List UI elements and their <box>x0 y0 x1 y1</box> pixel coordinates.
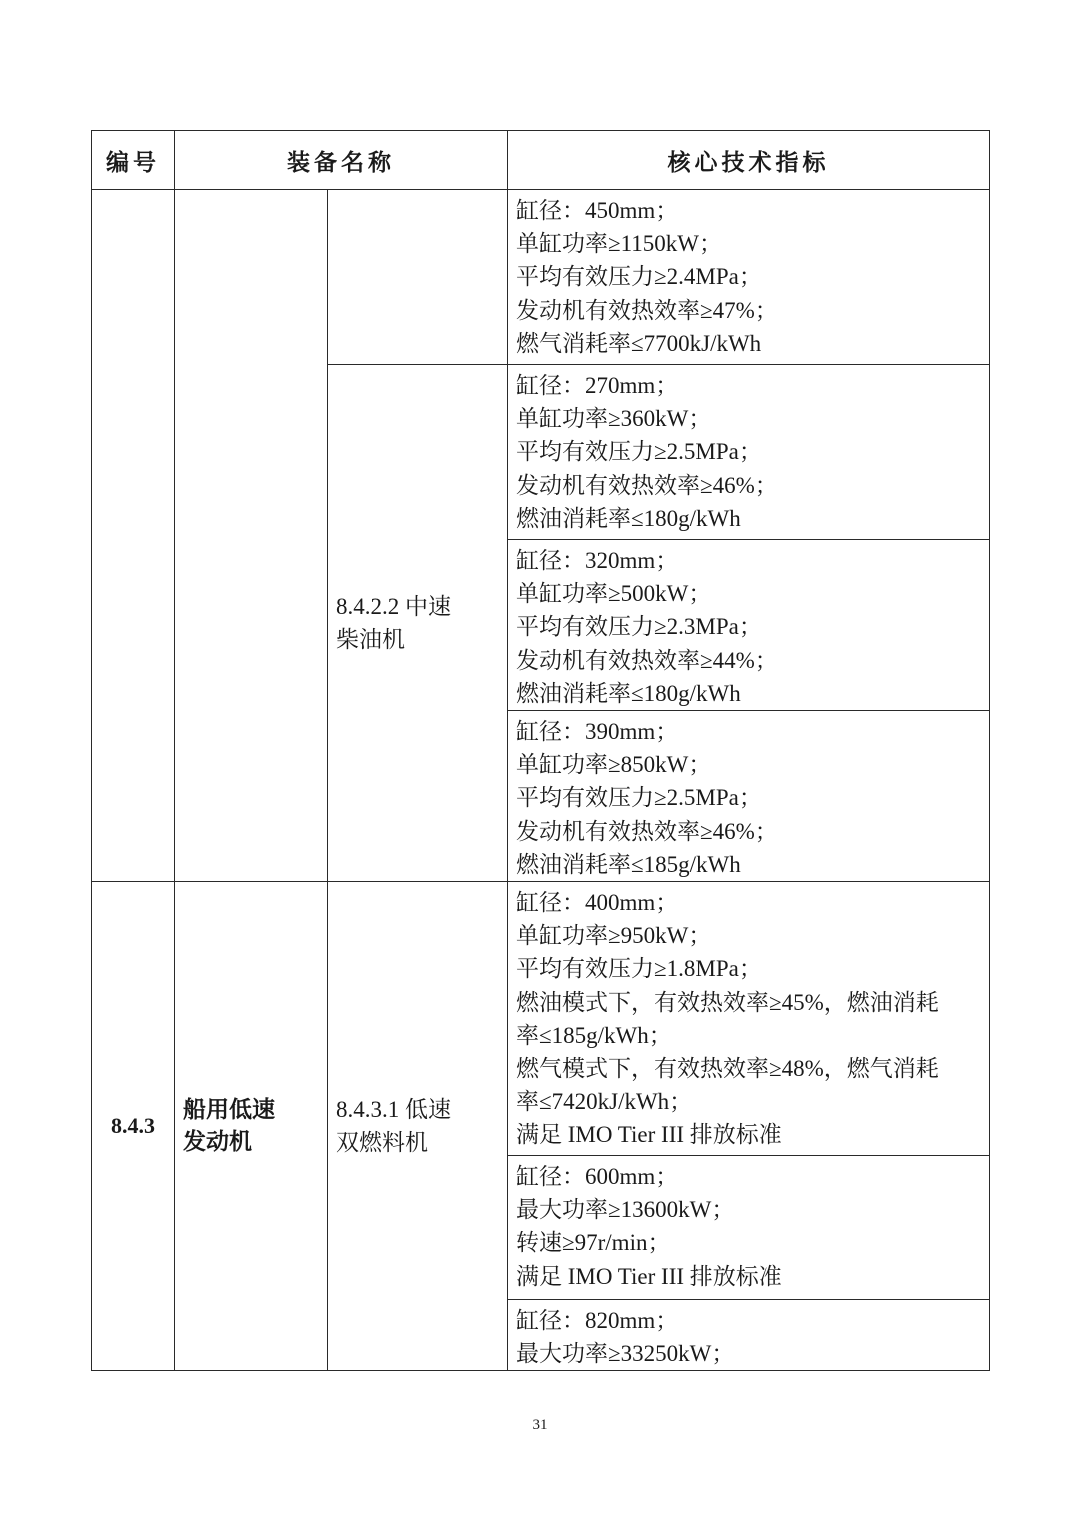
spec-line: 平均有效压力≥1.8MPa； <box>516 956 762 982</box>
spec-line: 率≤7420kJ/kWh； <box>516 1089 693 1115</box>
name-cell-8-4-3 <box>175 882 328 1371</box>
spec-line: 平均有效压力≥2.5MPa； <box>516 439 762 465</box>
subname-cell-continued <box>328 190 508 365</box>
spec-cell <box>508 1300 990 1371</box>
spec-line: 平均有效压力≥2.4MPa； <box>516 264 762 290</box>
spec-cell <box>508 1156 990 1300</box>
spec-line: 单缸功率≥1150kW； <box>516 231 722 257</box>
name-line: 发动机 <box>183 1129 252 1156</box>
spec-line: 单缸功率≥850kW； <box>516 752 712 778</box>
spec-line: 单缸功率≥950kW； <box>516 923 712 949</box>
spec-line: 最大功率≥33250kW； <box>516 1341 735 1367</box>
subname-line: 双燃料机 <box>336 1130 428 1156</box>
table-row <box>92 882 990 1156</box>
spec-line: 缸径：820mm； <box>516 1308 679 1334</box>
page-number: 31 <box>532 1417 548 1433</box>
number-cell-continued <box>92 190 175 882</box>
table-header-row <box>92 131 990 190</box>
spec-line: 燃气模式下，有效热效率≥48%，燃气消耗 <box>516 1056 939 1082</box>
table-row <box>92 190 990 365</box>
name-line: 船用低速 <box>183 1097 275 1124</box>
spec-line: 最大功率≥13600kW； <box>516 1197 735 1223</box>
spec-line: 缸径：270mm； <box>516 373 679 398</box>
header-equipment-name: 装备名称 <box>175 131 508 190</box>
spec-line: 率≤185g/kWh； <box>516 1022 672 1048</box>
spec-line: 满足 IMO Tier III 排放标准 <box>516 1122 782 1148</box>
spec-line: 缸径：450mm； <box>516 198 679 223</box>
spec-line: 满足 IMO Tier III 排放标准 <box>516 1263 782 1289</box>
spec-line: 燃气消耗率≤7700kJ/kWh <box>516 330 762 356</box>
spec-line: 发动机有效热效率≥46%； <box>516 818 778 844</box>
subname-cell-8-4-2-2 <box>328 365 508 882</box>
equipment-spec-table <box>91 130 990 1371</box>
spec-line: 缸径：400mm； <box>516 890 679 916</box>
spec-line: 缸径：600mm； <box>516 1164 679 1190</box>
spec-line: 燃油消耗率≤185g/kWh <box>516 851 741 877</box>
spec-line: 单缸功率≥500kW； <box>516 581 712 607</box>
spec-cell <box>508 190 990 365</box>
spec-line: 发动机有效热效率≥46%； <box>516 472 778 498</box>
header-core-spec: 核心技术指标 <box>508 131 990 190</box>
spec-line: 平均有效压力≥2.5MPa； <box>516 785 762 811</box>
subname-line: 8.4.3.1 低速 <box>336 1097 451 1123</box>
spec-line: 燃油模式下，有效热效率≥45%，燃油消耗 <box>516 989 939 1015</box>
header-number: 编号 <box>92 131 175 190</box>
subname-line: 柴油机 <box>336 627 405 653</box>
spec-line: 单缸功率≥360kW； <box>516 406 712 432</box>
name-cell-continued <box>175 190 328 882</box>
spec-line: 燃油消耗率≤180g/kWh <box>516 680 741 706</box>
spec-line: 发动机有效热效率≥47%； <box>516 297 778 323</box>
spec-cell <box>508 540 990 711</box>
spec-cell <box>508 882 990 1156</box>
subname-cell-8-4-3-1 <box>328 882 508 1371</box>
spec-cell <box>508 711 990 882</box>
number-cell-8-4-3: 8.4.3 <box>92 882 175 1371</box>
spec-line: 缸径：390mm； <box>516 719 679 745</box>
spec-line: 发动机有效热效率≥44%； <box>516 647 778 673</box>
spec-line: 燃油消耗率≤180g/kWh <box>516 505 741 531</box>
spec-cell <box>508 365 990 540</box>
spec-line: 缸径：320mm； <box>516 548 679 573</box>
subname-line: 8.4.2.2 中速 <box>336 594 451 620</box>
spec-line: 平均有效压力≥2.3MPa； <box>516 614 762 640</box>
spec-line: 转速≥97r/min； <box>516 1230 671 1256</box>
